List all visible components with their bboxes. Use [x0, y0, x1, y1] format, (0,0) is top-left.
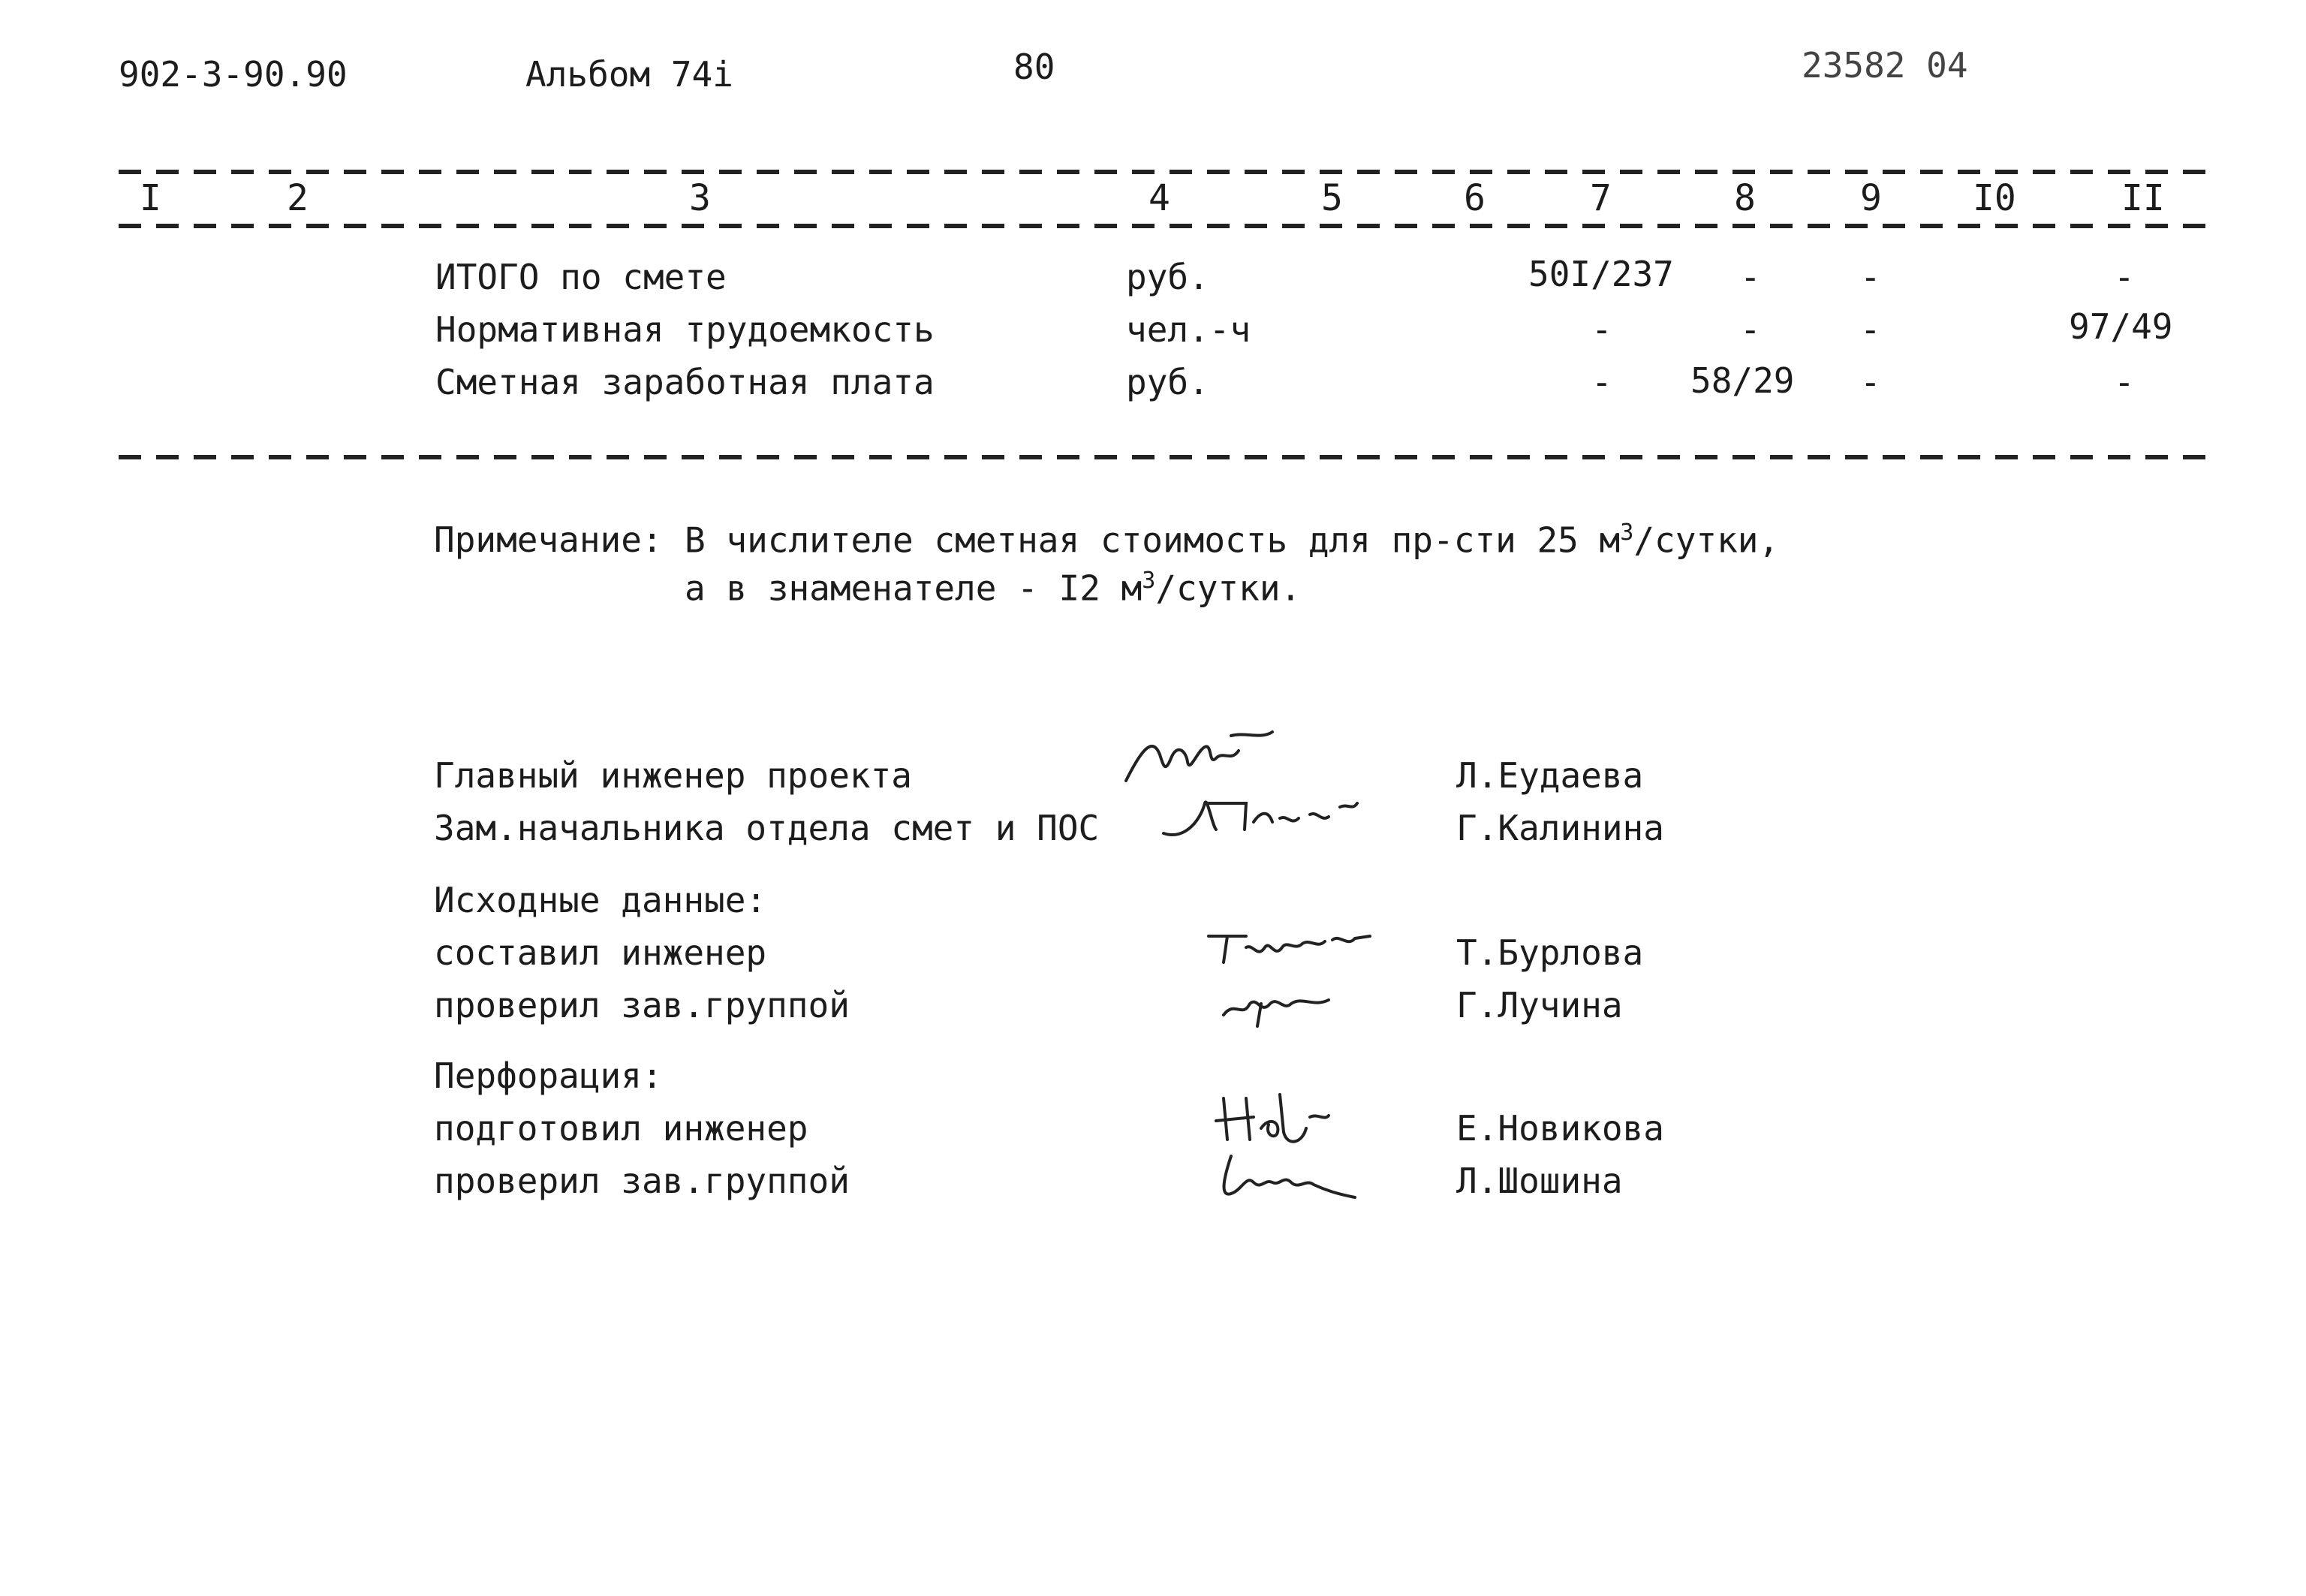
row-name: Нормативная трудоемкость: [435, 309, 935, 350]
signatory-title: подготовил инженер: [434, 1108, 808, 1149]
row-unit: руб.: [1126, 257, 1209, 297]
column-number: 5: [1321, 177, 1343, 219]
signatory-name: Г.Калинина: [1456, 808, 1664, 848]
cell-col7: -: [1591, 309, 1612, 350]
cell-col11: 97/49: [2069, 306, 2173, 347]
row-name: Сметная заработная плата: [435, 362, 935, 402]
signatory-title: составил инженер: [434, 932, 767, 973]
column-number: II: [2121, 177, 2165, 219]
note-line-2-text: а в знаменателе - I2 м: [685, 568, 1142, 609]
handwritten-signature: [1156, 788, 1366, 848]
column-number: I0: [1973, 177, 2016, 219]
column-number: 9: [1860, 177, 1882, 219]
cell-col11: -: [2114, 257, 2135, 297]
cell-col8: -: [1740, 309, 1761, 350]
cell-col9: -: [1860, 362, 1881, 402]
column-number: 8: [1734, 177, 1756, 219]
cell-col7: 50I/237: [1528, 254, 1674, 294]
note-line-1: [685, 519, 1779, 560]
cell-col7: -: [1591, 362, 1612, 402]
note-line-2-tail: /сутки.: [1155, 568, 1302, 609]
superscript: 3: [1620, 519, 1634, 546]
signatory-name: Л.Еудаева: [1456, 755, 1644, 796]
cell-col9: -: [1860, 257, 1881, 297]
section-heading: Перфорация:: [434, 1055, 663, 1096]
stamp-number: 23582 04: [1802, 45, 1968, 86]
note-line-2: [685, 568, 1301, 608]
signatory-title: проверил зав.группой: [434, 985, 850, 1025]
signatory-name: Г.Лучина: [1456, 985, 1623, 1025]
handwritten-signature: [1216, 977, 1366, 1030]
column-number: 6: [1464, 177, 1486, 219]
cell-col9: -: [1860, 309, 1881, 350]
section-heading: Исходные данные:: [434, 880, 767, 920]
album-label: Альбом 74і: [525, 54, 733, 95]
signatory-name: Е.Новикова: [1456, 1108, 1664, 1149]
cell-col8: 58/29: [1690, 360, 1795, 401]
table-top-rule: [119, 170, 2205, 174]
table-bottom-rule: [119, 455, 2205, 459]
note-line-1-tail: /сутки,: [1633, 519, 1780, 561]
cell-col11: -: [2114, 362, 2135, 402]
column-number: I: [140, 177, 161, 219]
row-unit: руб.: [1126, 362, 1209, 402]
column-number: 4: [1148, 177, 1170, 219]
signatory-title: Зам.начальника отдела смет и ПОС: [434, 808, 1100, 848]
row-name: ИТОГО по смете: [435, 257, 727, 297]
column-number: 3: [689, 177, 711, 219]
signatory-title: проверил зав.группой: [434, 1161, 850, 1201]
page-number: 80: [1013, 47, 1055, 87]
cell-col8: -: [1740, 257, 1761, 297]
signatory-title: Главный инженер проекта: [434, 755, 912, 796]
signatory-name: Т.Бурлова: [1456, 932, 1644, 973]
row-unit: чел.-ч: [1126, 309, 1251, 350]
note-line-1-text: В числителе сметная стоимость для пр-сти 25 м: [685, 519, 1621, 561]
column-number: 7: [1590, 177, 1612, 219]
note-label: Примечание:: [434, 519, 663, 560]
signatory-name: Л.Шошина: [1456, 1161, 1623, 1201]
handwritten-signature: [1201, 917, 1381, 977]
handwritten-signature: [1209, 1087, 1359, 1155]
superscript: 3: [1142, 568, 1156, 594]
handwritten-signature: [1118, 728, 1299, 796]
handwritten-signature: [1209, 1149, 1374, 1209]
document-code: 902-3-90.90: [119, 54, 348, 95]
table-header-rule: [119, 224, 2205, 228]
column-number: 2: [287, 177, 309, 219]
